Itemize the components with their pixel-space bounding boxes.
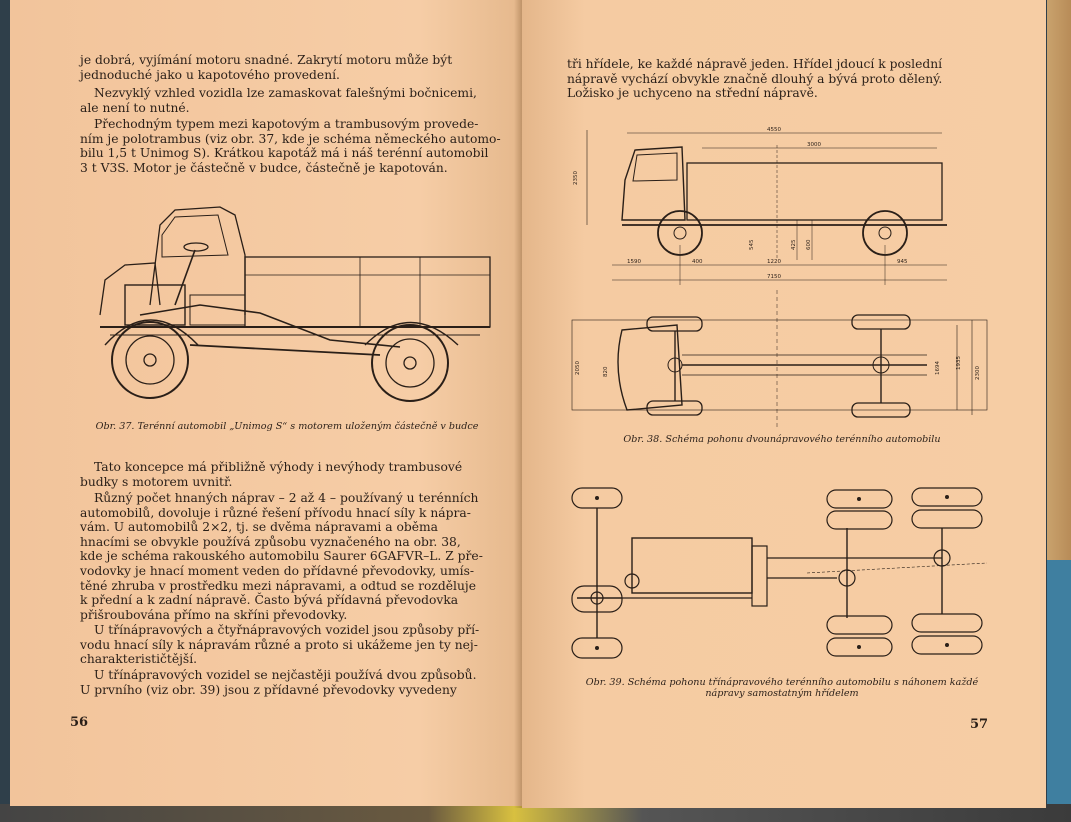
text-line: charakterističtější.	[80, 652, 198, 667]
dim-label: 4550	[767, 127, 781, 133]
dim-label: 545	[749, 239, 755, 250]
left-paragraph-6	[80, 623, 493, 667]
text-line: U třínápravových vozidel se nejčastěji používá dvou způsobů.	[94, 668, 477, 682]
text-line: vodu hnací síly k nápravám různé a proto si ukážeme jen ty nej-	[80, 637, 478, 652]
text-line: ale není to nutné.	[80, 100, 190, 115]
dim-label: 2300	[975, 366, 981, 380]
text-line: přišroubována přímo na skříni převodovky.	[80, 607, 348, 622]
book-cover-edge-blue	[1047, 560, 1071, 822]
text-line: kde je schéma rakouského automobilu Saurer 6GAFVR–L. Z pře-	[80, 549, 483, 564]
text-line: k přední a k zadní nápravě. Často bývá přídavná převodovka	[80, 593, 459, 608]
left-paragraph-2	[80, 86, 493, 115]
text-line: vám. U automobilů 2×2, tj. se dvěma nápravami a oběma	[80, 520, 438, 535]
text-line: bilu 1,5 t Unimog S). Krátkou kapotáž má i náš terénní automobil	[80, 146, 489, 161]
text-line: Nezvyklý vzhled vozidla lze zamaskovat falešnými bočnicemi,	[94, 86, 477, 100]
dim-label: 425	[791, 239, 797, 250]
left-paragraph-4	[80, 460, 493, 489]
text-line: tři hřídele, ke každé nápravě jeden. Hřídel jdoucí k poslední	[567, 57, 943, 71]
text-line: jednoduché jako u kapotového provedení.	[80, 67, 340, 82]
dim-label: 1590	[627, 259, 641, 265]
text-line: vodovky je hnací moment veden do přídavné převodovky, umís-	[80, 563, 475, 578]
right-page-number: 57	[970, 717, 989, 732]
caption-line: nápravy samostatným hřídelem	[705, 688, 859, 699]
text-line: Ložisko je uchyceno na střední nápravě.	[567, 86, 818, 101]
text-line: 3 t V3S. Motor je částečně v budce, částečně je kapotován.	[80, 160, 448, 175]
figure-37-caption: Obr. 37. Terénní automobil „Unimog S“ s motorem uloženým částečně v budce	[95, 421, 479, 432]
right-page	[522, 0, 1046, 808]
dim-label: 820	[603, 366, 609, 377]
text-line: budky s motorem uvnitř.	[80, 474, 233, 489]
dim-label: 2350	[573, 171, 579, 185]
dim-label: 7150	[767, 274, 781, 280]
caption-line: Obr. 39. Schéma pohonu třínápravového terénního automobilu s náhonem každé	[585, 677, 979, 688]
dim-label: 945	[897, 259, 908, 265]
text-line: automobilů, dovoluje i různé řešení přívodu hnací síly k nápra-	[80, 505, 471, 520]
figure-38-two-axle-schematic	[567, 125, 997, 430]
dim-label: 3000	[807, 142, 821, 148]
figure-39-three-axle-schematic	[567, 478, 997, 668]
left-paragraph-1	[80, 53, 493, 82]
text-line: je dobrá, vyjímání motoru snadné. Zakrytí motoru může být	[80, 53, 453, 67]
text-line: Různý počet hnaných náprav – 2 až 4 – používaný u terénních	[94, 491, 479, 505]
left-paragraph-3	[80, 117, 501, 175]
text-line: U prvního (viz obr. 39) jsou z přídavné převodovky vyvedeny	[80, 682, 457, 697]
dim-label: 400	[692, 259, 703, 265]
left-page	[10, 0, 522, 806]
figure-37-unimog-drawing	[80, 195, 500, 405]
dim-label: 1694	[935, 361, 941, 375]
figure-38-caption: Obr. 38. Schéma pohonu dvounápravového terénního automobilu	[623, 434, 941, 445]
text-line: Tato koncepce má přibližně výhody i nevýhody trambusové	[94, 460, 463, 474]
text-line: hnacími se obvykle používá způsobu vyznačeného na obr. 38,	[80, 534, 461, 549]
dim-label: 600	[806, 239, 812, 250]
text-line: U třínápravových a čtyřnápravových vozidel jsou způsoby pří-	[94, 623, 480, 637]
figure-39-caption	[562, 677, 1002, 699]
text-line: nápravě vychází obvykle značně dlouhý a bývá proto dělený.	[567, 71, 943, 86]
left-page-number: 56	[70, 715, 89, 730]
left-paragraph-5	[80, 491, 493, 622]
dim-label: 1220	[767, 259, 781, 265]
text-line: ním je polotrambus (viz obr. 37, kde je schéma německého automo-	[80, 131, 501, 146]
left-paragraph-7	[80, 668, 493, 697]
dim-label: 2050	[575, 361, 581, 375]
text-line: Přechodným typem mezi kapotovým a trambusovým provede-	[94, 117, 479, 131]
dim-label: 1935	[956, 356, 962, 370]
text-line: těné zhruba v prostředku mezi nápravami, a odtud se rozděluje	[80, 578, 476, 593]
right-paragraph-1	[567, 57, 982, 101]
